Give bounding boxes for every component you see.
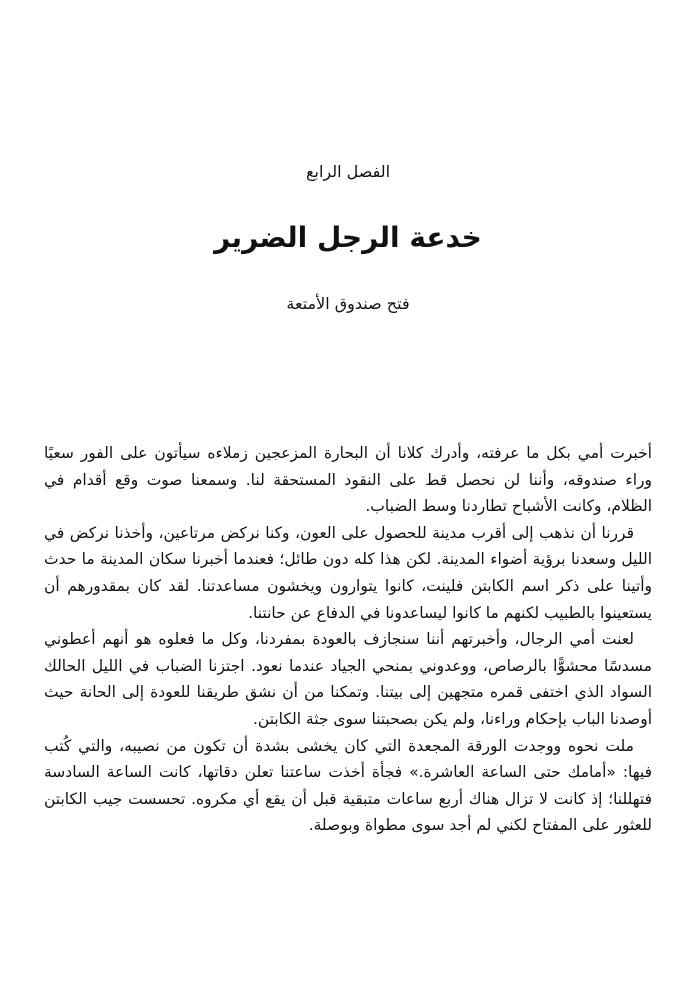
chapter-body [44, 440, 652, 839]
paragraph: أخبرت أمي بكل ما عرفته، وأدرك كلانا أن البحارة المزعجين زملاءه سيأتون على الفور سعيًا وراء صندوقه، وأننا لن نحصل قط على النقود المستحقة لنا. وسمعنا صوت وقع أقدام في الظلام، وكانت الأشباح تطاردنا وسط الضباب. [44, 444, 652, 516]
chapter-title: خدعة الرجل الضرير [214, 221, 482, 254]
section-subtitle: فتح صندوق الأمتعة [286, 294, 410, 313]
paragraph: قررنا أن نذهب إلى أقرب مدينة للحصول على العون، وكنا نركض مرتاعين، وأخذنا نركض في الليل وسعدنا برؤية أضواء المدينة. لكن هذا كله دون طائل؛ فعندما أخبرنا سكان المدينة ما حدث وأتينا على ذكر اسم الكابتن فلينت، كانوا يتوارون ويخشون مساعدتنا. لقد كان بمقدورهم أن يستعينوا بالطبيب لكنهم ما كانوا ليساعدونا في الدفاع عن حانتنا. [44, 523, 652, 622]
chapter-number: الفصل الرابع [305, 162, 391, 181]
paragraph: لعنت أمي الرجال، وأخبرتهم أننا سنجازف بالعودة بمفردنا، وكل ما فعلوه هو أنهم أعطوني مسدسًا محشوًّا بالرصاص، ووعدوني بمنحي الجياد عندما نعود. اجتزنا الضباب في الليل الحالك السواد الذي اختفى قمره متجهين إلى بيتنا. وتمكنا من أن نشق طريقنا للعودة إلى الحانة حيث أوصدنا الباب بإحكام وراءنا، ولم يكن بصحبتنا سوى جثة الكابتن. [44, 630, 652, 728]
paragraph: ملت نحوه ووجدت الورقة المجعدة التي كان يخشى بشدة أن تكون من نصيبه، والتي كُتب فيها: «أمامك حتى الساعة العاشرة.» فجأة أخذت ساعتنا تعلن دقاتها، كانت الساعة السادسة فتهللنا؛ إذ كانت لا تزال هناك أربع ساعات متبقية قبل أن يقع أي مكروه. تحسست جيب الكابتن للعثور على المفتاح لكني لم أجد سوى مطواة وبوصلة. [44, 736, 652, 835]
